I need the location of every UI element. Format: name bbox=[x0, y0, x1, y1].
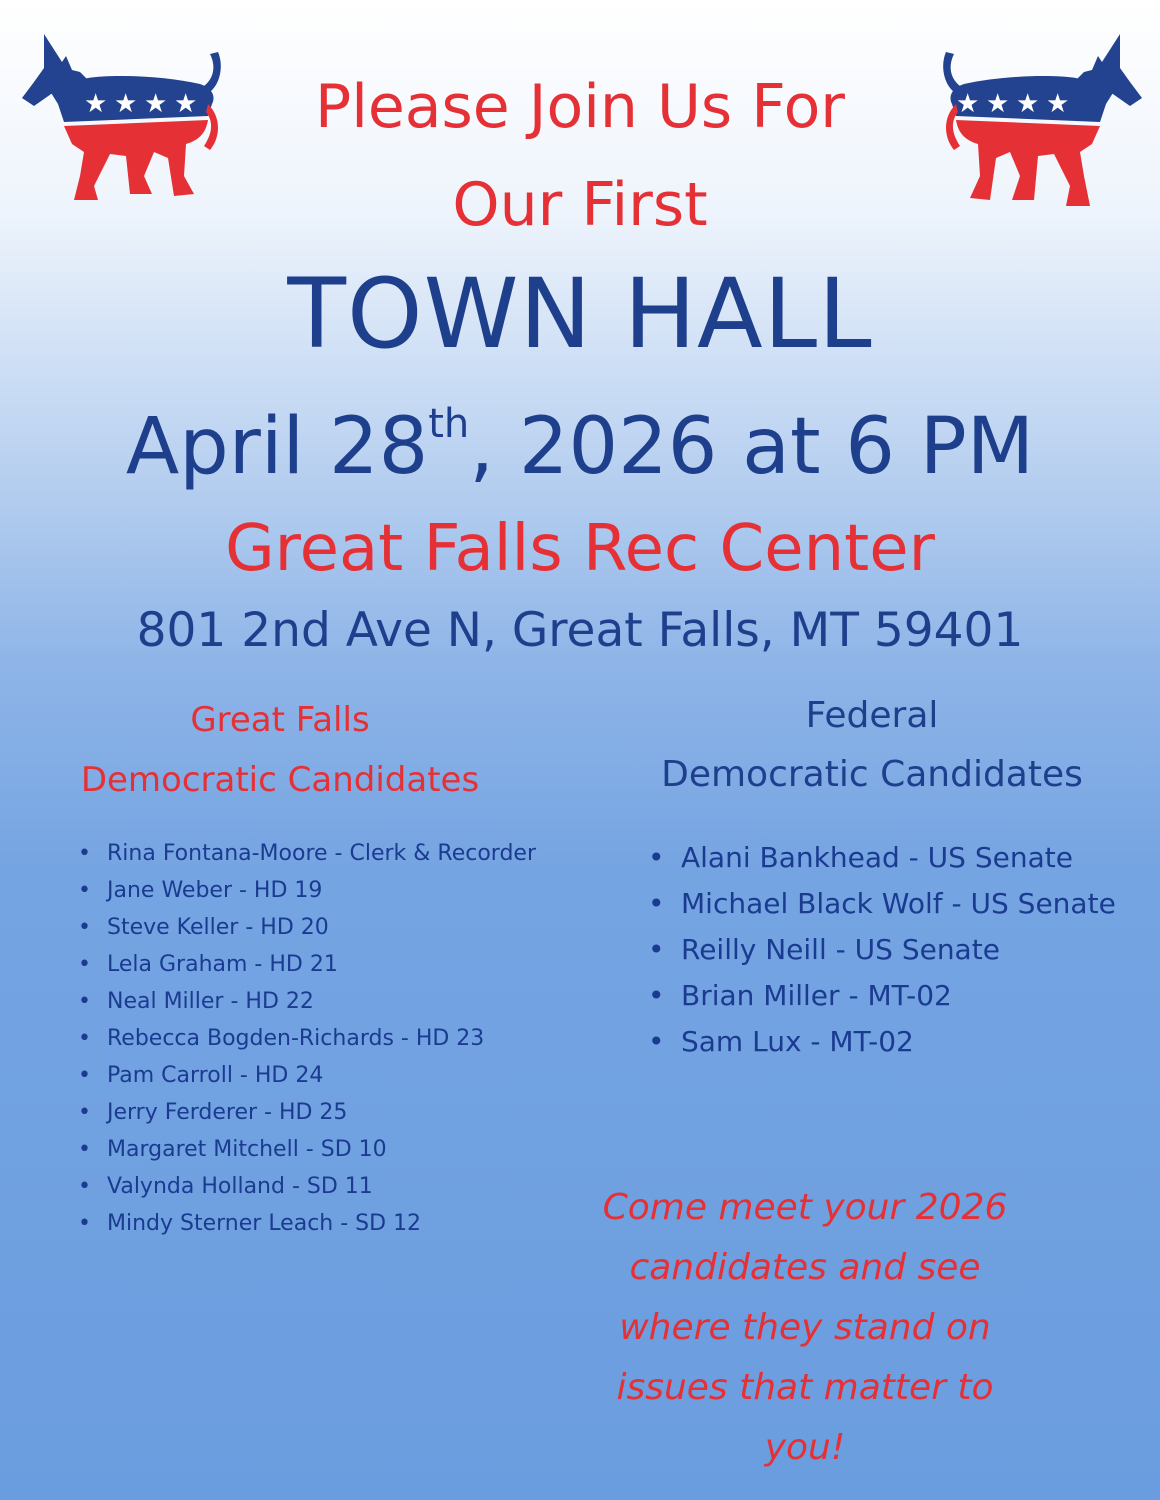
bullet-icon: • bbox=[78, 1174, 91, 1199]
list-item bbox=[648, 1019, 1148, 1065]
local-heading-line-2: Democratic Candidates bbox=[80, 760, 480, 800]
candidate-name: Sam Lux - MT-02 bbox=[681, 1025, 914, 1058]
list-item bbox=[78, 1205, 598, 1242]
svg-text:★: ★ bbox=[144, 89, 168, 119]
list-item bbox=[78, 1168, 598, 1205]
federal-heading-line-1: Federal bbox=[805, 695, 939, 736]
svg-text:★: ★ bbox=[1046, 89, 1070, 119]
bullet-icon: • bbox=[648, 1025, 665, 1058]
bullet-icon: • bbox=[648, 887, 665, 920]
local-heading-line-1: Great Falls bbox=[190, 700, 370, 740]
tagline-line: you! bbox=[764, 1427, 846, 1468]
bullet-icon: • bbox=[648, 933, 665, 966]
tagline-line: Come meet your 2026 bbox=[602, 1187, 1008, 1228]
candidate-name: Valynda Holland - SD 11 bbox=[107, 1174, 373, 1199]
bullet-icon: • bbox=[78, 915, 91, 940]
bullet-icon: • bbox=[78, 841, 91, 866]
list-item bbox=[78, 872, 598, 909]
bullet-icon: • bbox=[648, 841, 665, 874]
federal-heading-line-2: Democratic Candidates bbox=[661, 754, 1083, 795]
candidate-name: Rebecca Bogden-Richards - HD 23 bbox=[107, 1026, 485, 1051]
list-item bbox=[648, 881, 1148, 927]
candidate-name: Jerry Ferderer - HD 25 bbox=[107, 1100, 348, 1125]
event-date bbox=[0, 402, 1160, 492]
list-item bbox=[78, 835, 598, 872]
event-title: TOWN HALL bbox=[287, 258, 873, 370]
bullet-icon: • bbox=[78, 1137, 91, 1162]
event-venue: Great Falls Rec Center bbox=[225, 512, 935, 586]
invite-line-1: Please Join Us For bbox=[315, 72, 845, 142]
bullet-icon: • bbox=[78, 989, 91, 1014]
event-date-prefix: April 28 bbox=[125, 402, 429, 492]
svg-text:★: ★ bbox=[174, 89, 198, 119]
svg-text:★: ★ bbox=[1016, 89, 1040, 119]
federal-candidate-list bbox=[648, 835, 1148, 1065]
bullet-icon: • bbox=[648, 979, 665, 1012]
bullet-icon: • bbox=[78, 1100, 91, 1125]
tagline bbox=[570, 1178, 1040, 1478]
tagline-line: candidates and see bbox=[629, 1247, 981, 1288]
bullet-icon: • bbox=[78, 1211, 91, 1236]
event-date-ordinal: th bbox=[428, 401, 470, 447]
candidate-name: Reilly Neill - US Senate bbox=[681, 933, 1000, 966]
candidate-name: Margaret Mitchell - SD 10 bbox=[107, 1137, 387, 1162]
candidate-name: Brian Miller - MT-02 bbox=[681, 979, 952, 1012]
tagline-line: where they stand on bbox=[619, 1307, 991, 1348]
event-date-rest: , 2026 at 6 PM bbox=[469, 402, 1035, 492]
candidate-name: Pam Carroll - HD 24 bbox=[107, 1063, 324, 1088]
list-item bbox=[78, 909, 598, 946]
list-item bbox=[78, 983, 598, 1020]
candidate-name: Alani Bankhead - US Senate bbox=[681, 841, 1073, 874]
svg-text:★: ★ bbox=[956, 89, 980, 119]
list-item bbox=[78, 1020, 598, 1057]
bullet-icon: • bbox=[78, 1063, 91, 1088]
invite-line-2: Our First bbox=[452, 170, 708, 240]
svg-text:★: ★ bbox=[114, 89, 138, 119]
list-item bbox=[78, 946, 598, 983]
candidate-name: Lela Graham - HD 21 bbox=[107, 952, 338, 977]
list-item bbox=[648, 973, 1148, 1019]
svg-text:★: ★ bbox=[986, 89, 1010, 119]
candidate-name: Michael Black Wolf - US Senate bbox=[681, 887, 1116, 920]
candidate-name: Steve Keller - HD 20 bbox=[107, 915, 329, 940]
local-candidate-list bbox=[78, 835, 598, 1242]
candidate-name: Rina Fontana-Moore - Clerk & Recorder bbox=[107, 841, 537, 866]
list-item bbox=[78, 1131, 598, 1168]
candidate-name: Mindy Sterner Leach - SD 12 bbox=[107, 1211, 422, 1236]
bullet-icon: • bbox=[78, 952, 91, 977]
list-item bbox=[648, 927, 1148, 973]
list-item bbox=[648, 835, 1148, 881]
list-item bbox=[78, 1094, 598, 1131]
svg-text:★: ★ bbox=[84, 89, 108, 119]
tagline-line: issues that matter to bbox=[616, 1367, 994, 1408]
list-item bbox=[78, 1057, 598, 1094]
candidate-name: Jane Weber - HD 19 bbox=[107, 878, 323, 903]
candidate-name: Neal Miller - HD 22 bbox=[107, 989, 314, 1014]
bullet-icon: • bbox=[78, 878, 91, 903]
event-address: 801 2nd Ave N, Great Falls, MT 59401 bbox=[136, 603, 1024, 658]
bullet-icon: • bbox=[78, 1026, 91, 1051]
